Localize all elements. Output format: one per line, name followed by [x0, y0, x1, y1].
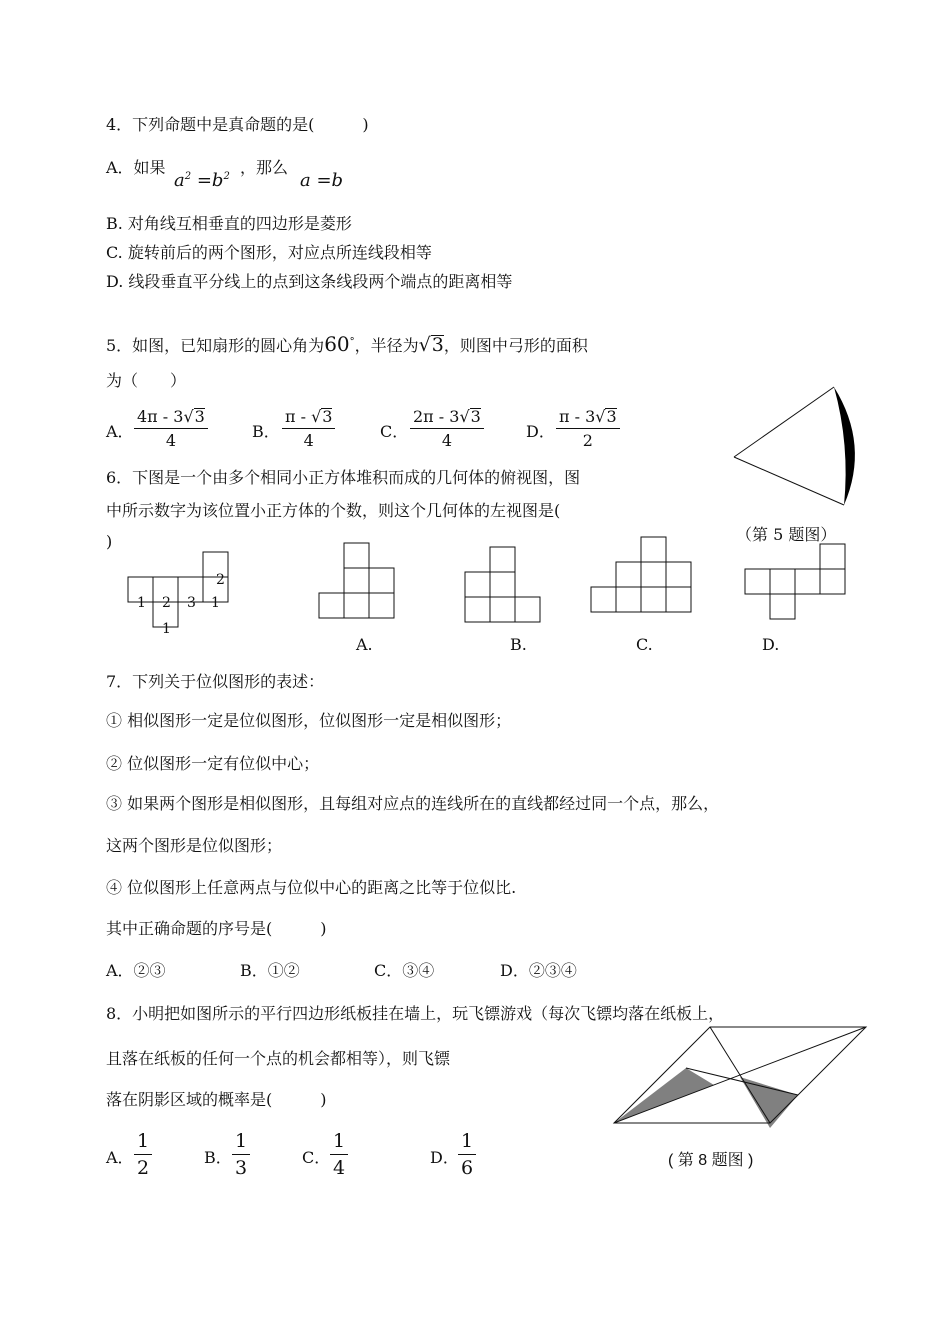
- q6-choice-d-label: D.: [762, 635, 780, 654]
- q8-line3: 落在阴影区域的概率是( ): [106, 1090, 327, 1109]
- q8-label-b: B．: [204, 1148, 232, 1167]
- q6-choice-c-label: C.: [636, 635, 653, 654]
- q8-label-d: D．: [430, 1148, 459, 1167]
- q5-shaded-segment: [834, 387, 855, 505]
- q7-option-b: B．①②: [240, 961, 300, 980]
- q8-option-c-fraction: $\frac{1}{4}$: [330, 1132, 348, 1178]
- q7-statement-1: ① 相似图形一定是位似图形，位似图形一定是相似图形；: [106, 711, 512, 730]
- q6-line1: 6．下图是一个由多个相同小正方体堆积而成的几何体的俯视图，图: [106, 468, 581, 487]
- q5-sector-radius-top: [734, 387, 834, 457]
- q5-sector-figure: [730, 385, 860, 510]
- q4-option-a-equation1: $a^2 =b^2$: [174, 170, 230, 191]
- q8-shaded-right: [740, 1077, 798, 1128]
- q5-stem-line2: 为（ ）: [106, 371, 187, 390]
- q4-option-b: B. 对角线互相垂直的四边形是菱形: [106, 214, 352, 233]
- q7-ask: 其中正确命题的序号是( ): [106, 919, 327, 938]
- q8-label-a: A．: [106, 1148, 134, 1167]
- q4-option-c: C. 旋转前后的两个图形，对应点所连线段相等: [106, 243, 432, 262]
- q8-option-a-fraction: $\frac{1}{2}$: [134, 1132, 152, 1178]
- q8-shaded-left: [614, 1068, 714, 1123]
- q8-diagonal-2: [614, 1027, 866, 1123]
- q6-top-view-number: 1: [162, 621, 171, 637]
- q4-option-a-equation2: a =b: [300, 170, 344, 191]
- q6-line2: 中所示数字为该位置小正方体的个数，则这个几何体的左视图是(: [106, 501, 561, 520]
- q6-top-view-number: 1: [137, 595, 146, 611]
- q7-stem: 7．下列关于位似图形的表述：: [106, 672, 325, 691]
- q6-top-view-number: 2: [216, 572, 225, 588]
- q5-figure-caption: （第 5 题图）: [736, 525, 837, 544]
- q6-choice-a-label: A.: [356, 635, 373, 654]
- q7-statement-2: ② 位似图形一定有位似中心；: [106, 754, 320, 773]
- q6-choice-d-view: [744, 543, 849, 623]
- q5-label-c: C．: [380, 422, 409, 441]
- q4-option-a-mid: ，那么: [240, 158, 289, 177]
- q8-line1: 8．小明把如图所示的平行四边形纸板挂在墙上，玩飞镖游戏（每次飞镖均落在纸板上，: [106, 1004, 725, 1023]
- q5-option-b-fraction: $\frac{\pi - √3}{4}$: [282, 408, 335, 449]
- q4-option-a-prefix: A．如果: [106, 158, 166, 177]
- q5-sector-radius-bottom: [734, 457, 844, 505]
- q7-statement-3: ③ 如果两个图形是相似图形，且每组对应点的连线所在的直线都经过同一个点，那么，: [106, 794, 720, 813]
- q8-parallelogram-figure: [610, 1025, 870, 1130]
- q4-option-d: D. 线段垂直平分线上的点到这条线段两个端点的距离相等: [106, 272, 513, 291]
- q4-stem: 4．下列命题中是真命题的是( ): [106, 115, 369, 134]
- q5-option-c-fraction: $\frac{2\pi - 3√3}{4}$: [410, 408, 484, 449]
- q5-stem: 5．如图，已知扇形的圆心角为60°，半径为√3，则图中弓形的面积: [106, 332, 588, 356]
- q7-option-d: D．②③④: [500, 961, 577, 980]
- q7-option-c: C．③④: [374, 961, 435, 980]
- q8-option-d-fraction: $\frac{1}{6}$: [458, 1132, 476, 1178]
- q6-choice-a-view: [318, 542, 398, 622]
- q6-choice-b-label: B.: [510, 635, 527, 654]
- q5-label-a: A．: [106, 422, 134, 441]
- q8-option-b-fraction: $\frac{1}{3}$: [232, 1132, 250, 1178]
- q7-statement-3-cont: 这两个图形是位似图形；: [106, 836, 283, 855]
- q5-label-b: B．: [252, 422, 280, 441]
- q8-label-c: C．: [302, 1148, 331, 1167]
- q6-choice-c-view: [590, 536, 695, 616]
- q8-line2: 且落在纸板的任何一个点的机会都相等），则飞镖: [106, 1049, 451, 1068]
- q5-option-d-fraction: $\frac{\pi - 3√3}{2}$: [556, 408, 620, 449]
- q6-top-view: [126, 550, 236, 630]
- q7-statement-4: ④ 位似图形上任意两点与位似中心的距离之比等于位似比.: [106, 878, 517, 897]
- q5-label-d: D．: [526, 422, 555, 441]
- q6-line3: ): [106, 532, 113, 551]
- q6-choice-b-view: [464, 546, 544, 626]
- q5-option-a-fraction: $\frac{4\pi - 3√3}{4}$: [134, 408, 208, 449]
- q7-option-a: A．②③: [106, 961, 166, 980]
- q6-top-view-number: 2: [162, 595, 171, 611]
- q8-figure-caption: ( 第 8 题图 ): [668, 1152, 754, 1169]
- q6-top-view-number: 3: [187, 595, 196, 611]
- q6-top-view-number: 1: [211, 595, 220, 611]
